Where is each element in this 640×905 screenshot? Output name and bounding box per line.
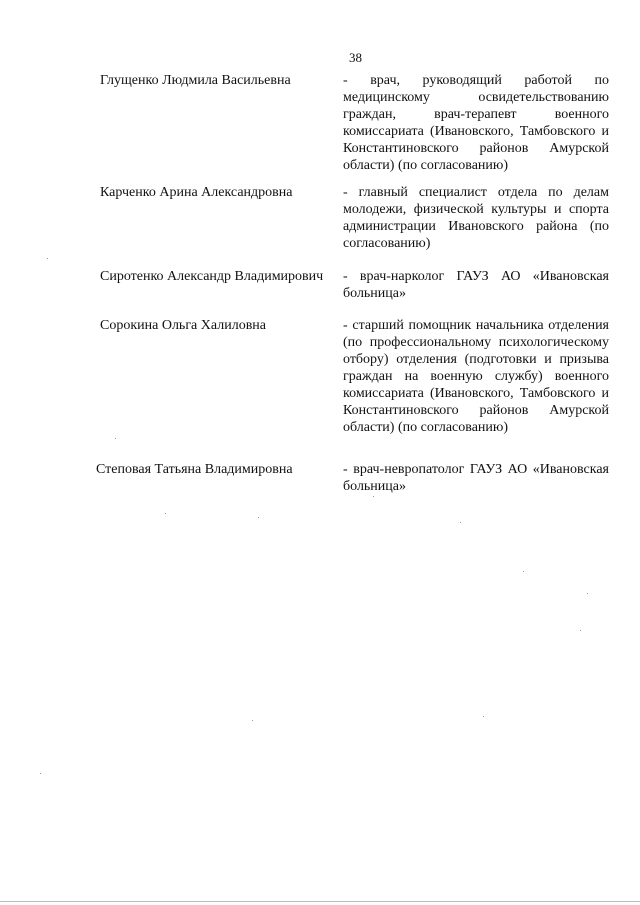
scan-speck [580,630,581,631]
person-description: - врач-невропатолог ГАУЗ АО «Ивановская больница» [343,462,609,494]
person-name: Глущенко Людмила Васильевна [100,73,291,88]
person-name: Степовая Татьяна Владимировна [96,462,293,477]
scan-speck [252,720,253,721]
person-name: Сиротенко Александр Владимирович [100,269,324,284]
scan-speck [115,438,116,439]
scan-edge-line [0,901,640,902]
page-number: 38 [349,50,362,65]
scan-speck [587,593,588,594]
scan-speck [483,716,484,717]
person-name: Сорокина Ольга Халиловна [100,318,267,333]
person-description: - старший помощник начальника отделения (по профессиональному психологическому отбору) отделения (подготовки и призыва граждан на военную службу) военного комиссариата (Ивановского, Тамбовского и Константиновского районов Амурской области) (по согласованию) [343,318,609,435]
scan-speck [460,522,461,523]
person-description: - главный специалист отдела по делам молодежи, физической культуры и спорта администрации Ивановского района (по согласованию) [343,185,609,251]
scan-speck [373,496,374,497]
scan-speck [40,773,41,774]
person-description: - врач, руководящий работой по медицинскому освидетельствованию граждан, врач-терапевт военного комиссариата (Ивановского, Тамбовского и Константиновского районов Амурской области) (по согласованию) [343,73,609,173]
person-description: - врач-нарколог ГАУЗ АО «Ивановская больница» [343,269,609,301]
scan-speck [258,517,259,518]
person-name: Карченко Арина Александровна [100,185,293,200]
scan-speck [523,571,524,572]
scan-speck [47,258,48,259]
scan-speck [165,513,166,514]
